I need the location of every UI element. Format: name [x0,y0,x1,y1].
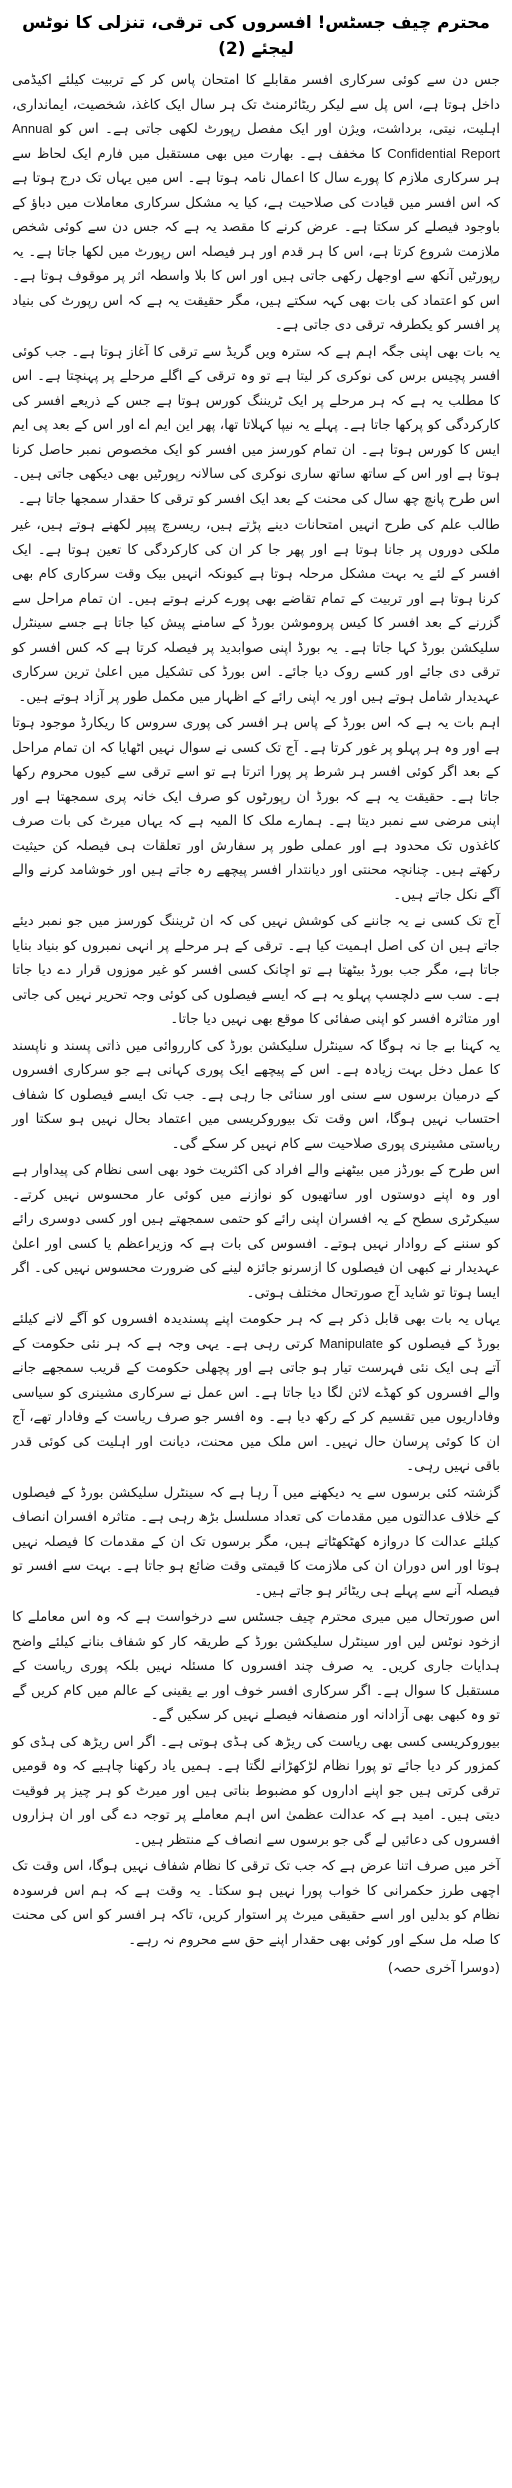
paragraph-3: طالب علم کی طرح انہیں امتحانات دینے پڑتے ہیں، ریسرچ پیپر لکھنے ہوتے ہیں، غیر ملکی دوروں پر جانا ہوتا ہے اور پھر جا کر ان کی کارکردگی کا تعین ہوتا ہے۔ ایک افسر کے لئے یہ بہت مشکل مرحلہ ہوتا ہے کیونکہ انہیں بیک وقت سرکاری کام بھی کرنا ہوتا ہے اور تربیت کے تمام تقاضے بھی پورے کرنے ہوتے ہیں۔ ان تمام مراحل سے گزرنے کے بعد افسر کا کیس پروموشن بورڈ کے سامنے پیش کیا جاتا ہے جسے سینٹرل سلیکشن بورڈ کہا جاتا ہے۔ یہ بورڈ اپنی صوابدید پر فیصلہ کرتا ہے کہ کس افسر کو ترقی دی جائے اور کسے روک دیا جائے۔ اس بورڈ کی تشکیل میں اعلیٰ ترین سرکاری عہدیدار شامل ہوتے ہیں اور یہ اپنی رائے کے اظہار میں مکمل طور پر آزاد ہوتے ہیں۔ [12,517,500,705]
paragraph-7: اس طرح کے بورڈز میں بیٹھنے والے افراد کی اکثریت خود بھی اسی نظام کی پیداوار ہے اور وہ اپنے دوستوں اور ساتھیوں کو نوازنے میں کوئی عار محسوس نہیں کرتے۔ سیکرٹری سطح کے یہ افسران اپنی رائے کو حتمی سمجھتے ہیں اور کسی دوسری رائے کو سننے کے روادار نہیں ہوتے۔ افسوس کی بات ہے کہ وزیراعظم یا کسی اور اعلیٰ عہدیدار نے کبھی ان فیصلوں کا ازسرنو جائزہ لینے کی ضرورت محسوس نہیں کی۔ اگر ایسا ہوتا تو شاید آج صورتحال مختلف ہوتی۔ [12,1162,500,1301]
manipulate-term: Manipulate [319,1335,384,1351]
article-headline: محترم چیف جسٹس! افسروں کی ترقی، تنزلی کا نوٹس لیجئے (2) [22,13,490,59]
paragraph-12: آخر میں صرف اتنا عرض ہے کہ جب تک ترقی کا نظام شفاف نہیں ہوگا، اس وقت تک اچھی طرز حکمرانی کا خواب پورا نہیں ہو سکتا۔ یہ وقت ہے کہ ہم اس فرسودہ نظام کو بدلیں اور اسے حقیقی میرٹ پر استوار کریں، تاکہ ہر افسر کو اس کی محنت کا صلہ مل سکے اور کوئی بھی حقدار اپنے حق سے محروم نہ رہے۔ [12,1858,500,1948]
paragraph-8-text-after: کرتی رہی ہے۔ یہی وجہ ہے کہ ہر نئی حکومت کے آتے ہی ایک نئی فہرست تیار ہو جاتی ہے اور پچھلی حکومت کے قریب سمجھے جانے والے افسروں کو کھڈے لائن لگا دیا جاتا ہے۔ اس عمل نے سرکاری مشینری کو سیاسی وفاداریوں میں تقسیم کر کے رکھ دیا ہے۔ وہ افسر جو صرف ریاست کے وفادار تھے، آج ان کا کوئی پرسان حال نہیں۔ اس ملک میں محنت، دیانت اور اہلیت کی کوئی قدر باقی نہیں رہی۔ [12,1335,500,1474]
paragraph-9: گزشتہ کئی برسوں سے یہ دیکھنے میں آ رہا ہے کہ سینٹرل سلیکشن بورڈ کے فیصلوں کے خلاف عدالتوں میں مقدمات کی تعداد مسلسل بڑھ رہی ہے۔ متاثرہ افسران انصاف کیلئے عدالت کا دروازہ کھٹکھٹاتے ہیں، مگر برسوں تک ان کے مقدمات کا فیصلہ نہیں ہوتا اور اس دوران ان کی ملازمت کا قیمتی وقت ضائع ہو جاتا ہے۔ بہت سے افسر تو فیصلہ آنے سے پہلے ہی ریٹائر ہو جاتے ہیں۔ [12,1484,500,1599]
paragraph-2: یہ بات بھی اپنی جگہ اہم ہے کہ سترہ ویں گریڈ سے ترقی کا آغاز ہوتا ہے۔ جب کوئی افسر پچیس برس کی نوکری کر لیتا ہے تو وہ ترقی کے اگلے مرحلے پر پہنچتا ہے۔ اس کا مطلب یہ ہے کہ ہر مرحلے پر ایک ٹریننگ کورس ہوتا ہے جس کے ذریعے افسر کی کارکردگی کو پرکھا جاتا ہے۔ پہلے یہ نیپا کہلاتا تھا، پھر این ایم اے اور اس کے بعد پی ایم ایس کا کورس ہوتا ہے۔ ان تمام کورسز میں افسر کو ایک مخصوص نمبر حاصل کرنا ہوتا ہے اور اس کے ساتھ ساتھ ساری نوکری کی سالانہ رپورٹیں بھی دیکھی جاتی ہیں۔ اس طرح پانچ چھ سال کی محنت کے بعد ایک افسر کو ترقی کا حقدار سمجھا جاتا ہے۔ [12,343,500,507]
paragraph-6: یہ کہنا بے جا نہ ہوگا کہ سینٹرل سلیکشن بورڈ کی کارروائی میں ذاتی پسند و ناپسند کا عمل دخل بہت زیادہ ہے۔ اس کے پیچھے ایک پوری کہانی ہے جو سرکاری افسروں کے درمیان برسوں سے سنی اور سنائی جا رہی ہے۔ جب تک ایسے فیصلوں کا شفاف احتساب نہیں ہوگا، اس وقت تک بیوروکریسی میں اعتماد بحال نہیں ہو سکتا اور ریاستی مشینری پوری صلاحیت سے کام نہیں کر سکے گی۔ [12,1037,500,1152]
paragraph-11: بیوروکریسی کسی بھی ریاست کی ریڑھ کی ہڈی ہوتی ہے۔ اگر اس ریڑھ کی ہڈی کو کمزور کر دیا جائے تو پورا نظام لڑکھڑانے لگتا ہے۔ ہمیں یاد رکھنا چاہیے کہ وہ قومیں ترقی کرتی ہیں جو اپنے اداروں کو مضبوط بناتی ہیں اور میرٹ کو ہر چیز پر فوقیت دیتی ہیں۔ امید ہے کہ عدالت عظمیٰ اس اہم معاملے پر توجہ دے گی اور ان ہزاروں افسروں کی دعائیں لے گی جو برسوں سے انصاف کے منتظر ہیں۔ [12,1733,500,1848]
article-signoff: (دوسرا آخری حصہ) [387,1960,500,1976]
paragraph-1 [12,68,500,338]
paragraph-1-text-before: جس دن سے کوئی سرکاری افسر مقابلے کا امتحان پاس کر کے تربیت کیلئے اکیڈمی داخل ہوتا ہے، اس پل سے لیکر ریٹائرمنٹ تک ہر سال ایک کاغذ، شخصیت، ایمانداری، اہلیت، نیتی، برداشت، ویژن اور ایک مفصل رپورٹ لکھی جاتی ہے۔ اس کو [12,72,500,137]
paragraph-1-text-after: کا مخفف ہے۔ بھارت میں بھی مستقبل میں فارم ایک لحاظ سے ہر سرکاری ملازم کا پورے سال کا اعمال نامہ ہوتا ہے۔ اس میں یہاں تک درج ہوتا ہے کہ اس افسر میں قیادت کی صلاحیت ہے، کیا یہ مشکل سرکاری معاملات میں دباؤ کے باوجود فیصلے کر سکتا ہے۔ عرض کرنے کا مقصد یہ ہے کہ جس دن سے کوئی شخص ملازمت شروع کرتا ہے، اس کا ہر قدم اور ہر فیصلہ اس رپورٹ میں لکھا جاتا ہے۔ یہ رپورٹیں آنکھ سے اوجھل رکھی جاتی ہیں اور اس کا بلا واسطہ اثر پر موقوف ہوتا ہے۔ اس کو اعتماد کی بات بھی کہہ سکتے ہیں، مگر حقیقت یہ ہے کہ اس رپورٹ کی بنیاد پر افسر کو یکطرفہ ترقی دی جاتی ہے۔ [12,145,500,333]
paragraph-5: آج تک کسی نے یہ جاننے کی کوشش نہیں کی کہ ان ٹریننگ کورسز میں جو نمبر دیئے جاتے ہیں ان کی اصل اہمیت کیا ہے۔ ترقی کے ہر مرحلے پر انہی نمبروں کو بنیاد بنایا جاتا ہے، مگر جب بورڈ بیٹھتا ہے تو اچانک کسی افسر کو غیر موزوں قرار دے دیا جاتا ہے۔ سب سے دلچسپ پہلو یہ ہے کہ ایسے فیصلوں کی کوئی وجہ تحریر نہیں کی جاتی اور متاثرہ افسر کو اپنی صفائی کا موقع بھی نہیں دیا جاتا۔ [12,913,500,1027]
paragraph-8-text-before: یہاں یہ بات بھی قابل ذکر ہے کہ ہر حکومت اپنے پسندیدہ افسروں کو آگے لانے کیلئے بورڈ کے فیصلوں کو [12,1311,500,1352]
acr-term: Annual Confidential Report [12,121,500,161]
paragraph-10: اس صورتحال میں میری محترم چیف جسٹس سے درخواست ہے کہ وہ اس معاملے کا ازخود نوٹس لیں اور سینٹرل سلیکشن بورڈ کے طریقہ کار کو شفاف بنانے کیلئے واضح ہدایات جاری کریں۔ یہ صرف چند افسروں کا مسئلہ نہیں بلکہ پوری ریاست کے مستقبل کا سوال ہے۔ اگر سرکاری افسر خوف اور بے یقینی کے عالم میں کام کریں گے تو وہ کبھی بھی آزادانہ اور منصفانہ فیصلے نہیں کر سکیں گے۔ [12,1609,500,1723]
paragraph-4: اہم بات یہ ہے کہ اس بورڈ کے پاس ہر افسر کی پوری سروس کا ریکارڈ موجود ہوتا ہے اور وہ ہر پہلو پر غور کرتا ہے۔ آج تک کسی نے سوال نہیں اٹھایا کہ ان تمام مراحل کے بعد اگر کوئی افسر ہر شرط پر پورا اترتا ہے تو اسے ترقی سے کیوں محروم رکھا جاتا ہے۔ حقیقت یہ ہے کہ بورڈ ان رپورٹوں کو صرف ایک خانہ پری سمجھتا ہے اور اپنی مرضی سے نمبر دیتا ہے۔ ہمارے ملک کا المیہ ہے کہ یہاں میرٹ کی بات صرف کاغذوں تک محدود ہے اور عملی طور پر سفارش اور تعلقات ہی فیصلہ کن حیثیت رکھتے ہیں۔ چنانچہ محنتی اور دیانتدار افسر پیچھے رہ جاتے ہیں اور خوشامد کرنے والے آگے نکل جاتے ہیں۔ [12,715,500,903]
paragraph-8 [12,1307,500,1479]
